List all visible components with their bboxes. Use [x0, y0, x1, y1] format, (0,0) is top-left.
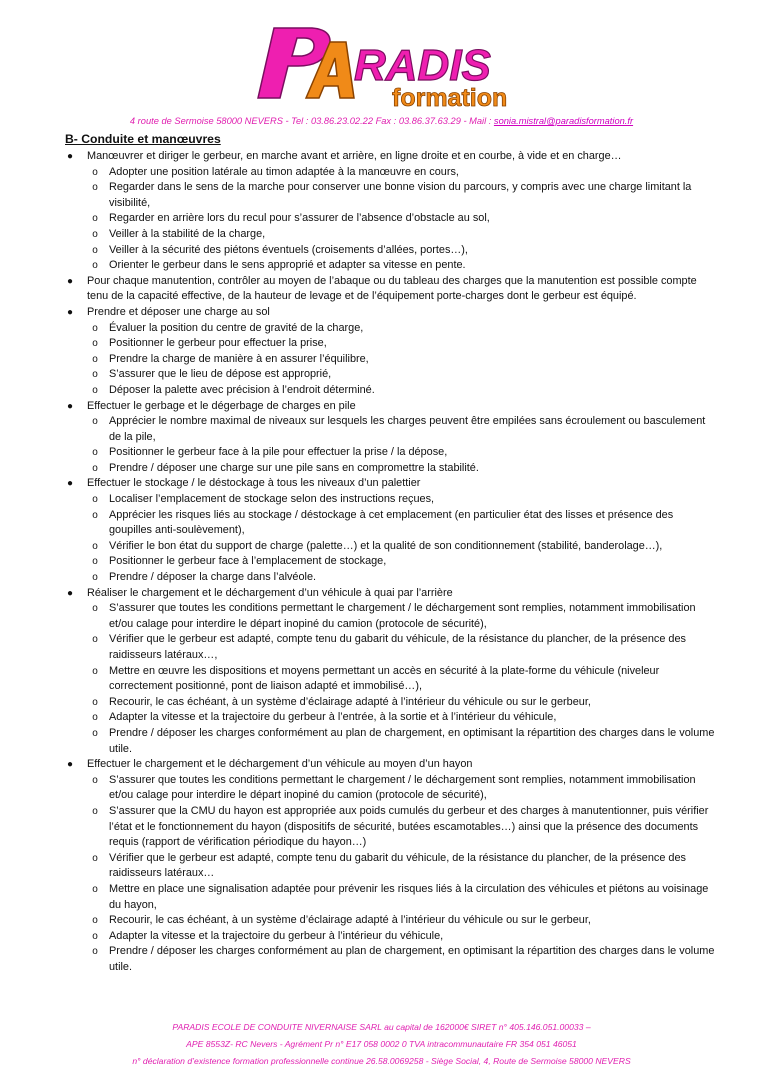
bullet-circle-icon: o: [92, 540, 98, 552]
bullet-circle-icon: o: [92, 946, 98, 958]
sub-item-text: Positionner le gerbeur face à l’emplacement de stockage,: [109, 555, 387, 568]
sub-bullet-list: [87, 165, 715, 274]
sub-list-item: [77, 851, 715, 882]
sub-list-item: [77, 165, 715, 181]
main-content: [65, 132, 715, 975]
sub-bullet-list: [87, 601, 715, 757]
bullet-circle-icon: o: [92, 556, 98, 568]
sub-list-item: [77, 414, 715, 445]
sub-list-item: [77, 804, 715, 851]
bullet-circle-icon: o: [92, 634, 98, 646]
bullet-circle-icon: o: [92, 696, 98, 708]
sub-item-text: Regarder en arrière lors du recul pour s’assurer de l’absence d’obstacle au sol,: [109, 212, 490, 225]
sub-list-item: [77, 554, 715, 570]
bullet-circle-icon: o: [92, 883, 98, 895]
bullet-circle-icon: o: [92, 182, 98, 194]
sub-item-text: Vérifier que le gerbeur est adapté, compte tenu du gabarit du véhicule, de la résistance du plancher, de la présence des raidisseurs latéraux…,: [109, 633, 686, 661]
sub-item-text: Prendre / déposer les charges conformément au plan de chargement, en optimisant la répartition des charges dans le volume utile.: [109, 945, 715, 973]
main-list-item: [65, 305, 715, 399]
sub-item-text: Vérifier le bon état du support de charge (palette…) et la qualité de son conditionnement (stabilité, banderolage…),: [109, 539, 663, 552]
sub-item-text: Prendre la charge de manière à en assurer l’équilibre,: [109, 352, 369, 365]
main-item-text: Prendre et déposer une charge au sol: [87, 305, 270, 318]
footer-line-3: n° déclaration d’existence formation professionnelle continue 26.58.0069258 - Siège Social, 4, Route de Sermoise 58000 NEVERS: [132, 1056, 631, 1066]
main-bullet-list: [65, 149, 715, 975]
bullet-circle-icon: o: [92, 384, 98, 396]
bullet-circle-icon: o: [92, 228, 98, 240]
main-list-item: [65, 274, 715, 305]
sub-list-item: [77, 383, 715, 399]
bullet-dot-icon: ●: [66, 275, 74, 287]
bullet-circle-icon: o: [92, 244, 98, 256]
bullet-dot-icon: ●: [66, 400, 74, 412]
bullet-circle-icon: o: [92, 462, 98, 474]
sub-item-text: Recourir, le cas échéant, à un système d’éclairage adapté à l’intérieur du véhicule ou sur le gerbeur,: [109, 695, 591, 708]
bullet-circle-icon: o: [92, 603, 98, 615]
main-item-text: Réaliser le chargement et le déchargement d’un véhicule à quai par l’arrière: [87, 586, 453, 599]
main-item-text: Effectuer le chargement et le déchargement d’un véhicule au moyen d’un hayon: [87, 758, 473, 771]
sub-item-text: Veiller à la stabilité de la charge,: [109, 227, 266, 240]
sub-list-item: [77, 913, 715, 929]
bullet-circle-icon: o: [92, 665, 98, 677]
sub-list-item: [77, 601, 715, 632]
sub-item-text: Apprécier le nombre maximal de niveaux sur lesquels les charges peuvent être empilées sans écroulement ou basculement de la pile,: [109, 415, 706, 443]
sub-item-text: S’assurer que toutes les conditions permettant le chargement / le déchargement sont remplies, notamment immobilisation et/ou calage pour interdire le départ inopiné du camion (protocole de sécurité),: [109, 602, 696, 630]
sub-list-item: [77, 492, 715, 508]
bullet-circle-icon: o: [92, 322, 98, 334]
footer-line-2: APE 8553Z- RC Nevers - Agrément Pr n° E17 058 0002 0 TVA intracommunautaire FR 354 051 46051: [186, 1039, 577, 1049]
main-item-text: Pour chaque manutention, contrôler au moyen de l’abaque ou du tableau des charges que la manutention est possible compte tenu de la capacité effective, de la hauteur de levage et de l’équipement porte-charges dont le gerbeur est équipé.: [87, 274, 697, 303]
sub-item-text: Recourir, le cas échéant, à un système d’éclairage adapté à l’intérieur du véhicule ou sur le gerbeur,: [109, 914, 591, 927]
sub-list-item: [77, 664, 715, 695]
sub-item-text: S’assurer que toutes les conditions permettant le chargement / le déchargement sont remplies, notamment immobilisation et/ou calage pour interdire le départ inopiné du camion (protocole de sécurité),: [109, 773, 696, 802]
bullet-circle-icon: o: [92, 712, 98, 724]
sub-item-text: Localiser l’emplacement de stockage selon des instructions reçues,: [109, 493, 435, 506]
sub-list-item: [77, 929, 715, 945]
main-list-item: [65, 399, 715, 477]
bullet-circle-icon: o: [92, 494, 98, 506]
address-text: 4 route de Sermoise 58000 NEVERS - Tel : 03.86.23.02.22 Fax : 03.86.37.63.29 - Mail :: [129, 116, 494, 126]
section-title: B- Conduite et manœuvres: [65, 132, 221, 146]
sub-item-text: Positionner le gerbeur face à la pile pour effectuer la prise / la dépose,: [109, 446, 448, 459]
logo-graphic: [250, 20, 540, 112]
bullet-circle-icon: o: [92, 353, 98, 365]
sub-list-item: [77, 321, 715, 337]
sub-list-item: [77, 710, 715, 726]
sub-list-item: [77, 243, 715, 259]
sub-list-item: [77, 461, 715, 477]
sub-item-text: Regarder dans le sens de la marche pour conserver une bonne vision du parcours, y compris avec une charge limitant la visibilité,: [109, 181, 692, 209]
main-list-item: [65, 586, 715, 758]
main-list-item: [65, 149, 715, 274]
sub-item-text: Adapter la vitesse et la trajectoire du gerbeur à l’entrée, à la sortie et à l’intérieur du véhicule,: [109, 711, 557, 724]
sub-item-text: Mettre en place une signalisation adaptée pour prévenir les risques liés à la circulation des véhicules et piétons au voisinage du hayon,: [109, 882, 709, 911]
sub-item-text: Orienter le gerbeur dans le sens approprié et adapter sa vitesse en pente.: [109, 259, 466, 272]
sub-list-item: [77, 539, 715, 555]
sub-item-text: Adopter une position latérale au timon adaptée à la manœuvre en cours,: [109, 165, 459, 178]
bullet-dot-icon: ●: [66, 759, 74, 771]
sub-list-item: [77, 258, 715, 274]
bullet-circle-icon: o: [92, 727, 98, 739]
bullet-circle-icon: o: [92, 774, 98, 786]
bullet-dot-icon: ●: [66, 151, 74, 162]
sub-item-text: Prendre / déposer les charges conformément au plan de chargement, en optimisant la répartition des charges dans le volume utile.: [109, 726, 715, 755]
bullet-dot-icon: ●: [66, 478, 74, 490]
bullet-circle-icon: o: [92, 369, 98, 381]
bullet-circle-icon: o: [92, 166, 98, 178]
bullet-dot-icon: ●: [66, 587, 74, 599]
sub-list-item: [77, 570, 715, 586]
logo-formation-text: formation: [392, 84, 508, 112]
sub-list-item: [77, 227, 715, 243]
bullet-circle-icon: o: [92, 572, 98, 584]
bullet-circle-icon: o: [92, 213, 98, 225]
bullet-circle-icon: o: [92, 416, 98, 428]
bullet-circle-icon: o: [92, 805, 98, 817]
sub-list-item: [77, 773, 715, 804]
sub-list-item: [77, 367, 715, 383]
sub-item-text: S’assurer que la CMU du hayon est appropriée aux poids cumulés du gerbeur et des charges à manutentionner, puis vérifier l’état et le fonctionnement du hayon (dispositifs de sécurité, butées escamotables…) ainsi que la présence des documents requis (rapport de vérification périodique du hayon…): [109, 804, 709, 849]
sub-item-text: Positionner le gerbeur pour effectuer la prise,: [109, 337, 327, 350]
sub-list-item: [77, 944, 715, 975]
bullet-circle-icon: o: [92, 447, 98, 459]
email-link[interactable]: sonia.mistral@paradisformation.fr: [493, 116, 634, 126]
sub-list-item: [77, 726, 715, 757]
sub-list-item: [77, 632, 715, 663]
sub-list-item: [77, 882, 715, 913]
bullet-circle-icon: o: [92, 338, 98, 350]
sub-bullet-list: [87, 321, 715, 399]
sub-item-text: Prendre / déposer une charge sur une pile sans en compromettre la stabilité.: [109, 461, 479, 474]
sub-list-item: [77, 211, 715, 227]
bullet-circle-icon: o: [92, 260, 98, 272]
sub-bullet-list: [87, 414, 715, 476]
sub-item-text: Mettre en œuvre les dispositions et moyens permettant un accès en sécurité à la plate-forme du véhicule (niveleur correctement positionné, pont de liaison adapté et immobilisé…),: [109, 664, 660, 693]
main-item-text: Effectuer le gerbage et le dégerbage de charges en pile: [87, 399, 356, 412]
sub-item-text: Vérifier que le gerbeur est adapté, compte tenu du gabarit du véhicule, de la résistance du plancher, de la présence des raidisseurs latéraux…: [109, 851, 686, 880]
paradis-formation-logo: [250, 20, 540, 112]
main-item-text: Manœuvrer et diriger le gerbeur, en marche avant et arrière, en ligne droite et en courbe, à vide et en charge…: [87, 150, 622, 162]
sub-item-text: Déposer la palette avec précision à l’endroit déterminé.: [109, 383, 375, 396]
sub-list-item: [77, 695, 715, 711]
sub-bullet-list: [87, 773, 715, 976]
bullet-circle-icon: o: [92, 915, 98, 927]
sub-item-text: Prendre / déposer la charge dans l’alvéole.: [109, 571, 317, 584]
sub-item-text: Apprécier les risques liés au stockage / déstockage à cet emplacement (en particulier état des lisses et présence des goupilles anti-soulèvement),: [109, 508, 674, 537]
svg-text:RADIS: RADIS: [354, 41, 491, 90]
bullet-dot-icon: ●: [66, 306, 74, 318]
main-item-text: Effectuer le stockage / le déstockage à tous les niveaux d’un palettier: [87, 477, 421, 490]
sub-item-text: Adapter la vitesse et la trajectoire du gerbeur à l’intérieur du véhicule,: [109, 929, 444, 942]
contact-header-line: [0, 116, 763, 126]
sub-item-text: Évaluer la position du centre de gravité de la charge,: [109, 321, 364, 334]
bullet-circle-icon: o: [92, 509, 98, 521]
main-list-item: [65, 757, 715, 975]
sub-item-text: Veiller à la sécurité des piétons éventuels (croisements d’allées, portes…),: [109, 243, 468, 256]
sub-item-text: S’assurer que le lieu de dépose est approprié,: [109, 368, 332, 381]
bullet-circle-icon: o: [92, 852, 98, 864]
bullet-circle-icon: o: [92, 930, 98, 942]
sub-bullet-list: [87, 492, 715, 586]
sub-list-item: [77, 508, 715, 539]
sub-list-item: [77, 180, 715, 211]
sub-list-item: [77, 352, 715, 368]
sub-list-item: [77, 336, 715, 352]
footer: [0, 1019, 763, 1070]
sub-list-item: [77, 445, 715, 461]
footer-line-1: PARADIS ECOLE DE CONDUITE NIVERNAISE SARL au capital de 162000€ SIRET n° 405.146.051.00033 –: [172, 1022, 591, 1032]
main-list-item: [65, 476, 715, 585]
